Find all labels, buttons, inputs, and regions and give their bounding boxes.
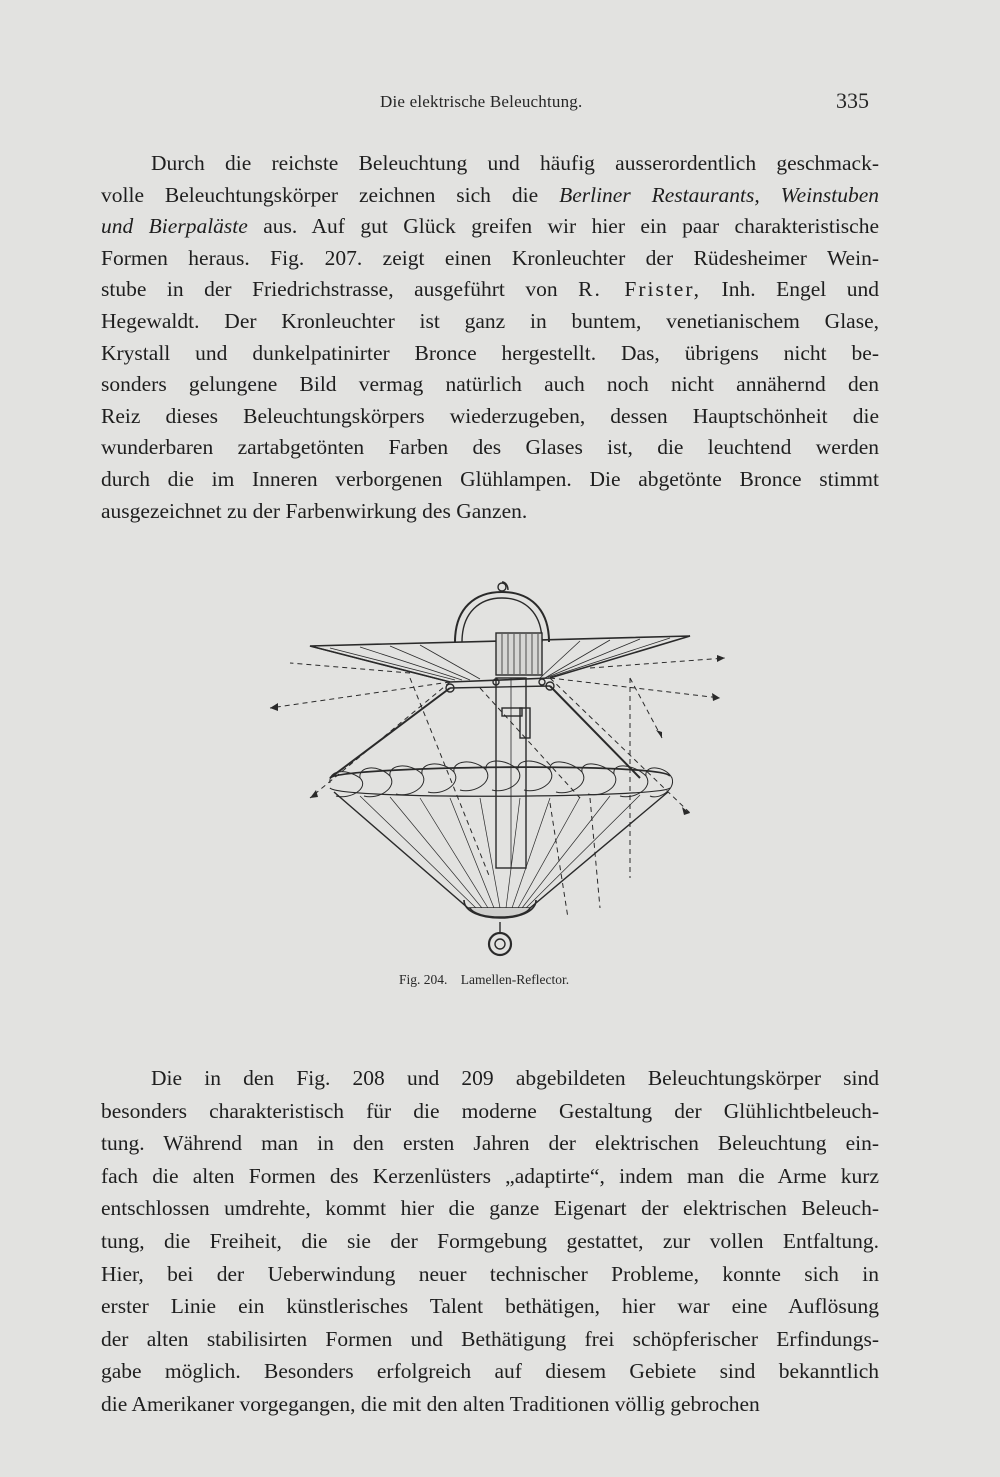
text-line: erster Linie ein künstlerisches Talent bethätigen, hier war eine Auflösung [101,1294,879,1319]
text-line: ausgezeichnet zu der Farbenwirkung des Ganzen. [101,498,528,523]
running-head: Die elektrische Beleuchtung. [380,92,583,111]
text-line: stube in der Friedrichstrasse, ausgeführt von R. Frister, Inh. Engel und [101,277,880,302]
text-line: gabe möglich. Besonders erfolgreich auf diesem Gebiete sind bekanntlich [101,1359,879,1384]
text-line: wunderbaren zartabgetönten Farben des Glases ist, die leuchtend werden [101,435,879,460]
text-line: der alten stabilisirten Formen und Bethätigung frei schöpferischer Erfindungs- [101,1326,879,1351]
text-line: besonders charakteristisch für die moderne Gestaltung der Glühlichtbeleuch- [101,1098,879,1123]
text-line: Krystall und dunkelpatinirter Bronce hergestellt. Das, übrigens nicht be- [101,340,879,365]
text-line: sonders gelungene Bild vermag natürlich auch noch nicht annähernd den [101,372,879,397]
text-line: volle Beleuchtungskörper zeichnen sich die Berliner Restaurants, Weinstuben [101,182,879,207]
text-line: tung. Während man in den ersten Jahren der elektrischen Beleuchtung ein- [101,1131,879,1156]
figure-caption [399,972,569,988]
italic-text: und Bierpaläste [101,214,248,239]
text-line: Formen heraus. Fig. 207. zeigt einen Kronleuchter der Rüdesheimer Wein- [101,245,879,270]
paragraph-modern-design [101,1062,879,1421]
figure-title: Lamellen-Reflector. [460,972,570,987]
text-line: tung, die Freiheit, die sie der Formgebung gestattet, zur vollen Entfaltung. [101,1228,879,1253]
text-line: Reiz dieses Beleuchtungskörpers wiederzugeben, dessen Hauptschönheit die [101,403,879,428]
text-line: Hier, bei der Ueberwindung neuer technischer Probleme, konnte sich in [101,1261,879,1286]
paragraph-restaurants [101,148,879,527]
text-line: durch die im Inneren verborgenen Glühlampen. Die abgetönte Bronce stimmt [101,466,879,491]
italic-text: Berliner Restaurants, Weinstuben [559,182,879,207]
text-line: Durch die reichste Beleuchtung und häufig ausserordentlich geschmack- [151,151,879,175]
text-line: Die in den Fig. 208 und 209 abgebildeten Beleuchtungskörper sind [151,1066,879,1090]
text-line: Hegewaldt. Der Kronleuchter ist ganz in buntem, venetianischem Glase, [101,308,879,333]
page-number: 335 [836,88,869,113]
text-line: entschlossen umdrehte, kommt hier die ganze Eigenart der elektrischen Beleuch- [101,1196,879,1221]
text-line: und Bierpaläste aus. Auf gut Glück greifen wir hier ein paar charakteristische [101,214,879,239]
figure-lamellen-reflector [250,578,750,968]
spaced-name: R. Frister, [578,277,702,302]
text-line: die Amerikaner vorgegangen, die mit den alten Traditionen völlig gebrochen [101,1391,760,1416]
lamellen-reflector-illustration [250,578,750,968]
figure-number: Fig. 204. [399,972,448,987]
text-line: fach die alten Formen des Kerzenlüsters „adaptirte“, indem man die Arme kurz [101,1163,879,1188]
